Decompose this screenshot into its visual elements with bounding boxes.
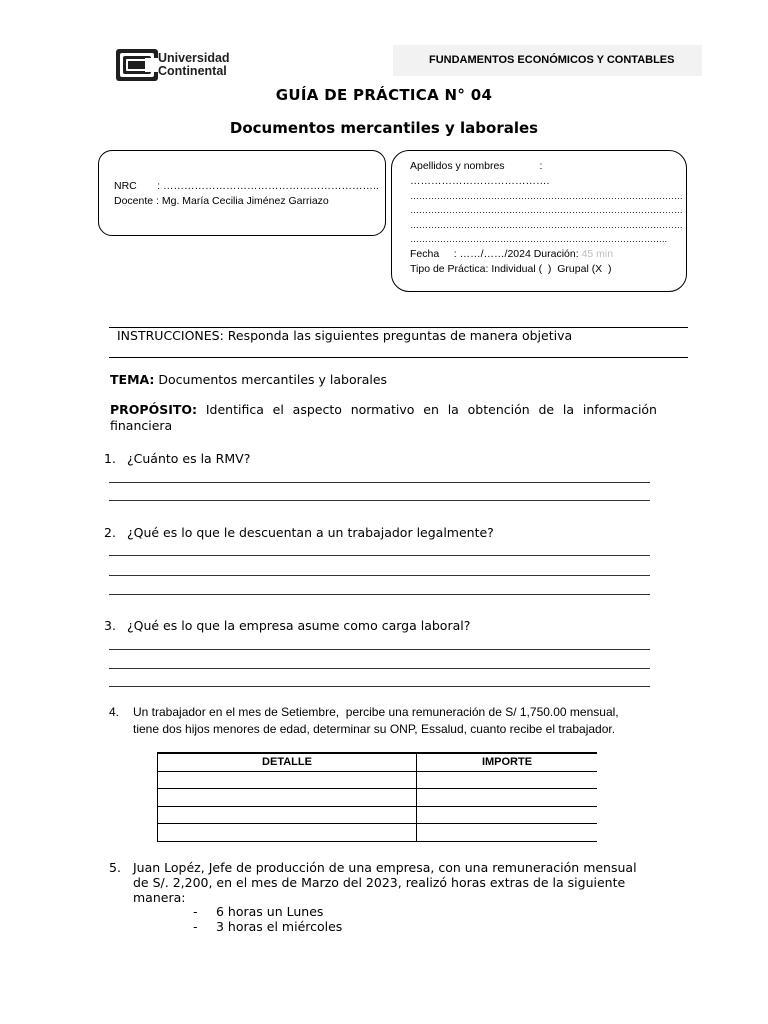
tema-line [110, 372, 387, 388]
table-row [158, 771, 598, 789]
answer-line[interactable] [109, 575, 650, 576]
bullet-item-2: 3 horas el miércoles [216, 919, 343, 934]
course-banner [393, 45, 702, 76]
logo-line-2: Continental [158, 64, 227, 78]
question-4-number: 4. [109, 705, 120, 719]
table-row [158, 824, 598, 842]
fecha-field [410, 247, 613, 262]
table-cell[interactable] [417, 824, 598, 842]
university-logo [115, 48, 245, 82]
answer-line[interactable] [109, 668, 650, 669]
question-2-text: ¿Qué es lo que le descuentan a un trabajador legalmente? [127, 525, 494, 540]
answer-line[interactable] [109, 482, 650, 483]
table-header-row [158, 753, 598, 771]
name-line-3: ………………………………………………………………………………. [410, 205, 683, 215]
question-2-number: 2. [104, 525, 116, 540]
proposito-block [110, 402, 657, 434]
column-header-importe: IMPORTE [417, 753, 598, 771]
bullet-item-1: 6 horas un Lunes [216, 904, 324, 919]
question-1-number: 1. [104, 451, 116, 466]
course-title: FUNDAMENTOS ECONÓMICOS Y CONTABLES [429, 54, 675, 66]
continental-c-icon [115, 48, 159, 82]
logo-text [158, 52, 230, 78]
duracion-value: 45 min [581, 248, 614, 260]
divider-bottom [109, 357, 688, 358]
name-line-2: ………………………………………………………………………………. [410, 191, 683, 201]
name-line-1: …………………………………. [410, 175, 550, 187]
table-row [158, 806, 598, 824]
tema-text: Documentos mercantiles y laborales [158, 372, 388, 387]
guide-title: GUÍA DE PRÁCTICA N° 04 [275, 86, 493, 104]
student-info-box [391, 150, 687, 292]
question-5-number: 5. [109, 860, 121, 875]
name-line-5: ………………………………………………………………………….. [410, 234, 668, 244]
bullet-dash: - [193, 904, 198, 919]
name-line-4: ………………………………………………………………………………. [410, 220, 683, 230]
table-cell[interactable] [417, 789, 598, 807]
docente-field: Docente : Mg. María Cecilia Jiménez Garriazo [114, 195, 329, 207]
question-1-text: ¿Cuánto es la RMV? [127, 451, 251, 466]
table-cell[interactable] [158, 789, 417, 807]
answer-line[interactable] [109, 649, 650, 650]
answer-line[interactable] [109, 686, 650, 687]
nrc-field: NRC : …………………………………………………….. [114, 180, 379, 192]
question-3-number: 3. [104, 618, 116, 633]
bullet-dash: - [193, 919, 198, 934]
question-4-line-1: Un trabajador en el mes de Setiembre, percibe una remuneración de S/ 1,750.00 mensual, [133, 705, 619, 719]
tema-label: TEMA: [110, 372, 155, 387]
question-5-line-2: de S/. 2,200, en el mes de Marzo del 2023, realizó horas extras de la siguiente [133, 875, 626, 890]
column-header-detalle: DETALLE [158, 753, 417, 771]
table-cell[interactable] [158, 806, 417, 824]
question-3-text: ¿Qué es lo que la empresa asume como carga laboral? [127, 618, 471, 633]
logo-line-1: Universidad [158, 51, 230, 65]
table-cell[interactable] [158, 771, 417, 789]
question-4-line-2: tiene dos hijos menores de edad, determinar su ONP, Essalud, cuanto recibe el trabajador. [133, 722, 616, 736]
question-5-line-1: Juan Lopéz, Jefe de producción de una empresa, con una remuneración mensual [133, 860, 637, 875]
question-5-line-3: manera: [133, 890, 186, 905]
instructions-text: INSTRUCCIONES: Responda las siguientes preguntas de manera objetiva [117, 328, 573, 343]
fecha-label: Fecha : ……/……/2024 Duración: [410, 248, 582, 260]
guide-subtitle: Documentos mercantiles y laborales [229, 119, 539, 137]
apellidos-label: Apellidos y nombres : [410, 160, 543, 172]
answer-line[interactable] [109, 594, 650, 595]
table-cell[interactable] [417, 771, 598, 789]
table-row [158, 789, 598, 807]
proposito-text: Identifica el aspecto normativo en la obtención de la información financiera [110, 402, 657, 433]
table-cell[interactable] [158, 824, 417, 842]
proposito-label: PROPÓSITO: [110, 402, 198, 417]
table-cell[interactable] [417, 806, 598, 824]
course-info-box [98, 150, 386, 236]
tipo-practica-field: Tipo de Práctica: Individual ( ) Grupal (X ) [410, 263, 612, 275]
answer-line[interactable] [109, 500, 650, 501]
answer-line[interactable] [109, 555, 650, 556]
detail-table [157, 752, 597, 842]
